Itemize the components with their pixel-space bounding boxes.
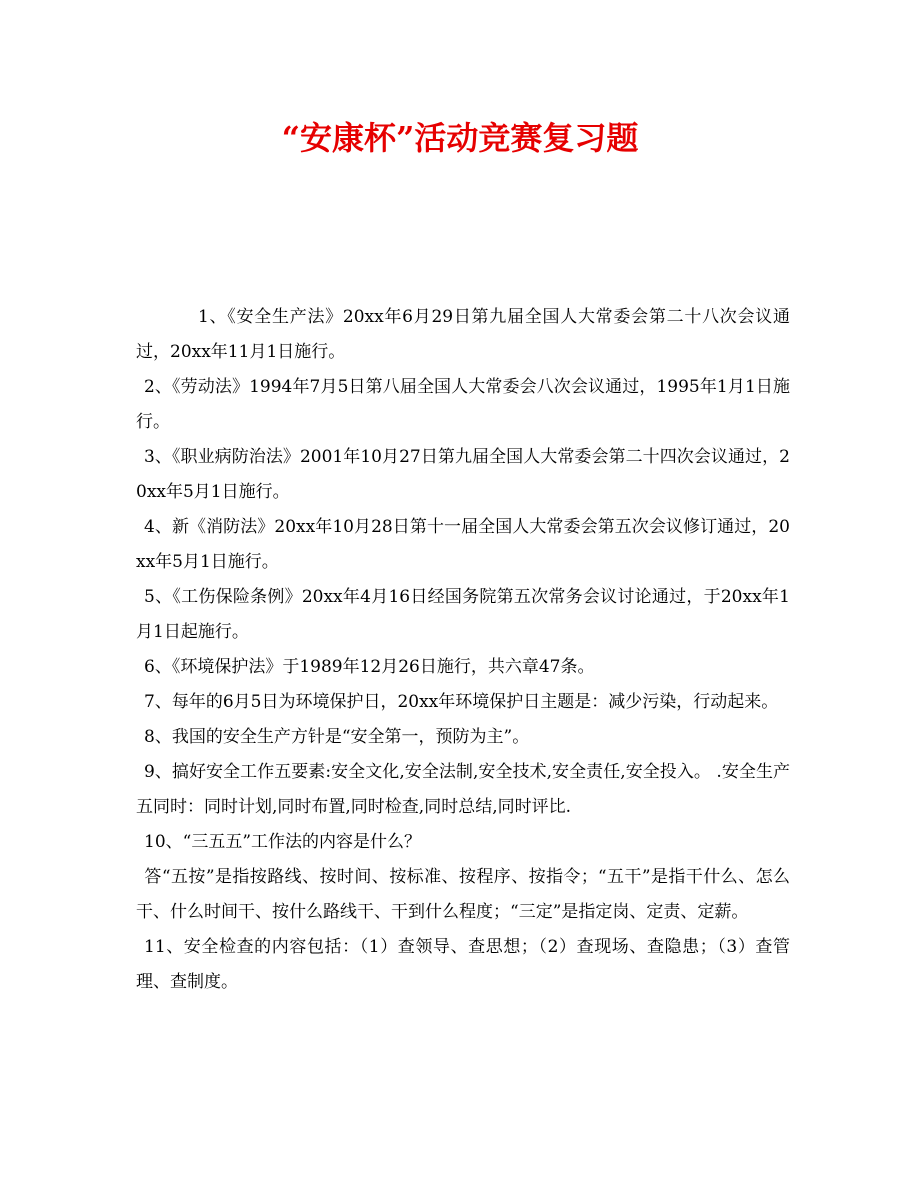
question-10: 10、“三五五”工作法的内容是什么？ <box>144 832 422 852</box>
question-1: 1、《安全生产法》20xx年6月29日第九届全国人大常委会第二十八次会议通过，20xx年11月1日施行。 <box>136 307 790 362</box>
question-8: 8、我国的安全生产方针是“安全第一，预防为主”。 <box>144 727 530 747</box>
question-2: 2、《劳动法》1994年7月5日第八届全国人大常委会八次会议通过，1995年1月1日施行。 <box>136 377 790 432</box>
answer-10: 答“五按”是指按路线、按时间、按标准、按程序、按指令；“五干”是指干什么、怎么干、什么时间干、按什么路线干、干到什么程度；“三定”是指定岗、定责、定薪。 <box>136 867 790 922</box>
question-4: 4、新《消防法》20xx年10月28日第十一届全国人大常委会第五次会议修订通过，20xx年5月1日施行。 <box>136 517 790 572</box>
question-6: 6、《环境保护法》于1989年12月26日施行，共六章47条。 <box>144 657 595 677</box>
document-body <box>136 300 790 1000</box>
question-5: 5、《工伤保险条例》20xx年4月16日经国务院第五次常务会议讨论通过，于20xx年1月1日起施行。 <box>136 587 790 642</box>
question-7: 7、每年的6月5日为环境保护日，20xx年环境保护日主题是：减少污染，行动起来。 <box>144 692 779 712</box>
document-title: “安康杯”活动竞赛复习题 <box>281 119 639 157</box>
question-9: 9、搞好安全工作五要素:安全文化,安全法制,安全技术,安全责任,安全投入。 .安全生产五同时：同时计划,同时布置,同时检查,同时总结,同时评比. <box>136 762 790 817</box>
question-3: 3、《职业病防治法》2001年10月27日第九届全国人大常委会第二十四次会议通过，20xx年5月1日施行。 <box>136 447 790 502</box>
question-11: 11、安全检查的内容包括：（1）查领导、查思想；（2）查现场、查隐患；（3）查管理、查制度。 <box>136 937 790 992</box>
